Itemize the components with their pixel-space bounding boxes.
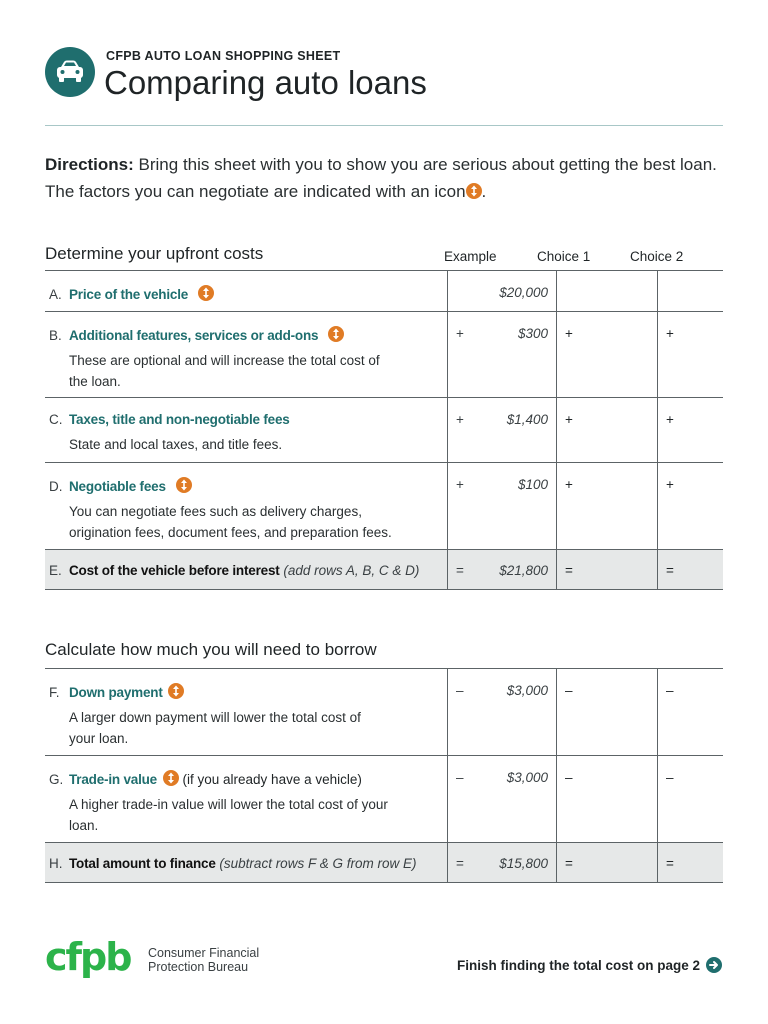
table-row xyxy=(45,271,723,312)
arrow-right-icon xyxy=(706,957,722,973)
choice2-cell[interactable] xyxy=(658,271,724,312)
row-label: Taxes, title and non-negotiable fees xyxy=(69,412,290,427)
row-label: Price of the vehicle xyxy=(69,287,189,302)
table-row xyxy=(45,756,723,843)
example-operator: = xyxy=(456,563,464,578)
row-letter: H. xyxy=(49,856,63,871)
bureau-line-2: Protection Bureau xyxy=(148,960,249,974)
choice2-operator: – xyxy=(666,770,674,785)
next-page-link[interactable] xyxy=(457,957,722,973)
choice2-operator: = xyxy=(666,563,674,578)
col-choice1-header: Choice 1 xyxy=(537,249,591,264)
table-row xyxy=(45,312,723,398)
total-note: (subtract rows F & G from row E) xyxy=(219,856,417,871)
row-letter: A. xyxy=(49,287,62,302)
example-operator: – xyxy=(456,770,464,785)
upfront-section-title: Determine your upfront costs xyxy=(45,244,264,263)
example-operator: = xyxy=(456,856,464,871)
page-title: Comparing auto loans xyxy=(104,64,427,101)
example-operator: + xyxy=(456,326,464,341)
negotiable-arrows-icon xyxy=(168,683,184,699)
negotiable-arrows-icon xyxy=(176,477,192,493)
example-value: $100 xyxy=(517,477,548,492)
negotiable-arrows-icon xyxy=(198,285,214,301)
total-row xyxy=(45,843,723,883)
choice1-cell[interactable] xyxy=(557,843,658,883)
example-value: $1,400 xyxy=(506,412,548,427)
bureau-line-1: Consumer Financial xyxy=(148,946,260,960)
directions-label: Directions: xyxy=(45,155,134,174)
header-divider xyxy=(45,125,723,126)
row-description: A higher trade-in value will lower the total cost of your loan. xyxy=(69,797,388,833)
choice2-cell[interactable] xyxy=(658,398,724,463)
choice2-operator: + xyxy=(666,477,674,492)
sheet-kicker: CFPB AUTO LOAN SHOPPING SHEET xyxy=(106,49,341,63)
example-value: $20,000 xyxy=(499,285,548,300)
borrow-section-title: Calculate how much you will need to borrow xyxy=(45,640,377,659)
bureau-name xyxy=(148,946,259,974)
choice2-cell[interactable] xyxy=(658,312,724,398)
choice1-cell[interactable] xyxy=(557,463,658,550)
choice1-operator: + xyxy=(565,412,573,427)
example-operator: – xyxy=(456,683,464,698)
row-label: Additional features, services or add-ons xyxy=(69,328,319,343)
row-label: Trade-in value xyxy=(69,772,157,787)
next-page-text: Finish finding the total cost on page 2 xyxy=(457,957,700,973)
total-label: Total amount to finance xyxy=(69,856,216,871)
row-description: A larger down payment will lower the total cost of your loan. xyxy=(69,710,361,746)
example-operator: + xyxy=(456,412,464,427)
example-value: $300 xyxy=(517,326,548,341)
choice1-cell[interactable] xyxy=(557,550,658,590)
example-value: $3,000 xyxy=(506,770,548,785)
row-label: Down payment xyxy=(69,685,163,700)
table-row xyxy=(45,463,723,550)
choice2-operator: + xyxy=(666,326,674,341)
col-example-header: Example xyxy=(444,249,497,264)
row-letter: B. xyxy=(49,328,62,343)
row-letter: F. xyxy=(49,685,60,700)
choice1-cell[interactable] xyxy=(557,312,658,398)
cfpb-logo xyxy=(45,934,140,989)
choice1-cell[interactable] xyxy=(557,756,658,843)
choice1-operator: – xyxy=(565,770,573,785)
directions-text: Bring this sheet with you to show you are serious about getting the best loan. The factors you can negotiate are indicated with an icon xyxy=(45,155,717,201)
row-description: These are optional and will increase the total cost of the loan. xyxy=(69,353,380,389)
choice2-cell[interactable] xyxy=(658,669,724,756)
negotiable-arrows-icon xyxy=(328,326,344,342)
directions-end: . xyxy=(481,182,487,201)
row-letter: E. xyxy=(49,563,62,578)
example-value: $21,800 xyxy=(499,563,548,578)
table-row xyxy=(45,398,723,463)
total-label: Cost of the vehicle before interest xyxy=(69,563,280,578)
negotiable-arrows-icon xyxy=(163,770,179,786)
row-description: State and local taxes, and title fees. xyxy=(69,437,283,452)
total-row xyxy=(45,550,723,590)
choice1-operator: = xyxy=(565,856,573,871)
row-letter: G. xyxy=(49,772,64,787)
choice2-cell[interactable] xyxy=(658,843,724,883)
row-extra-note: (if you already have a vehicle) xyxy=(182,772,362,787)
choice2-operator: – xyxy=(666,683,674,698)
choice1-operator: – xyxy=(565,683,573,698)
upfront-costs-table xyxy=(45,270,723,590)
choice2-cell[interactable] xyxy=(658,463,724,550)
table-row xyxy=(45,669,723,756)
example-value: $3,000 xyxy=(506,683,548,698)
row-description: You can negotiate fees such as delivery charges, origination fees, document fees, and preparation fees. xyxy=(69,504,392,540)
row-letter: D. xyxy=(49,479,63,494)
cfpb-logo-text: cfpb xyxy=(45,935,131,979)
example-operator: + xyxy=(456,477,464,492)
choice2-operator: = xyxy=(666,856,674,871)
choice1-operator: + xyxy=(565,326,573,341)
row-label: Negotiable fees xyxy=(69,479,166,494)
col-choice2-header: Choice 2 xyxy=(630,249,684,264)
car-icon xyxy=(45,47,95,97)
choice1-cell[interactable] xyxy=(557,669,658,756)
choice1-cell[interactable] xyxy=(557,398,658,463)
row-letter: C. xyxy=(49,412,63,427)
total-note: (add rows A, B, C & D) xyxy=(283,563,420,578)
choice2-operator: + xyxy=(666,412,674,427)
choice1-operator: + xyxy=(565,477,573,492)
borrow-table xyxy=(45,668,723,883)
choice2-cell[interactable] xyxy=(658,756,724,843)
negotiable-arrows-icon xyxy=(466,183,482,199)
choice1-operator: = xyxy=(565,563,573,578)
choice2-cell[interactable] xyxy=(658,550,724,590)
example-value: $15,800 xyxy=(499,856,548,871)
directions xyxy=(45,151,725,205)
choice1-cell[interactable] xyxy=(557,271,658,312)
